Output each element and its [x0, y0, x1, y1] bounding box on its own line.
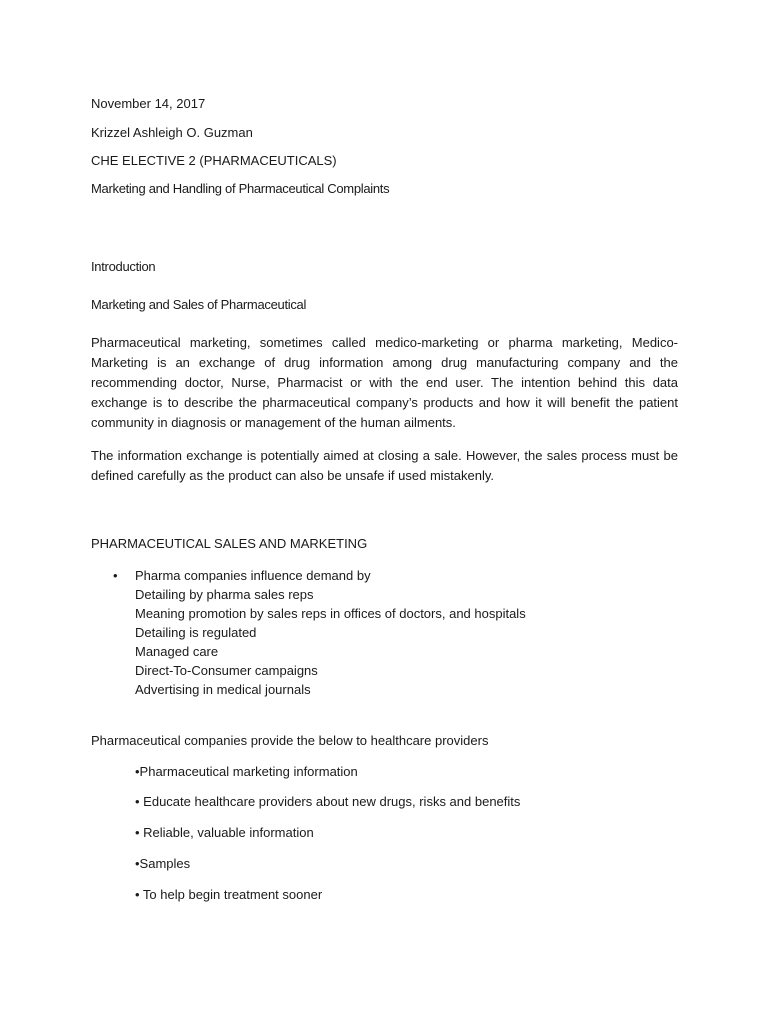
list-item: Managed care [135, 644, 219, 659]
marketing-sales-subheading: Marketing and Sales of Pharmaceutical [91, 297, 307, 312]
list-item: Detailing by pharma sales reps [135, 587, 314, 602]
document-date: November 14, 2017 [91, 96, 206, 111]
list-item: •Pharmaceutical marketing information [135, 764, 358, 779]
list-item: Pharma companies influence demand by [135, 568, 371, 583]
list-item: Advertising in medical journals [135, 682, 311, 697]
sales-bullet-lines [135, 566, 635, 699]
introduction-heading: Introduction [91, 259, 156, 274]
bullet-icon: • [113, 568, 118, 583]
list-item: • Educate healthcare providers about new drugs, risks and benefits [135, 794, 521, 809]
list-item: • Reliable, valuable information [135, 825, 314, 840]
list-item: •Samples [135, 856, 191, 871]
introduction-paragraph-1: Pharmaceutical marketing, sometimes called medico-marketing or pharma marketing, Medico-Marketing is an exchange of drug information among drug manufacturing company and the recommending doctor, Nurse, Pharmacist or with the end user. The intention behind this data exchange is to describe the pharmaceutical company’s products and how it will benefit the patient community in diagnosis or management of the human ailments. [91, 335, 678, 430]
list-item: Direct-To-Consumer campaigns [135, 663, 318, 678]
list-item: • To help begin treatment sooner [135, 887, 323, 902]
course-name: CHE ELECTIVE 2 (PHARMACEUTICALS) [91, 153, 337, 168]
author-name: Krizzel Ashleigh O. Guzman [91, 125, 253, 140]
list-item: Detailing is regulated [135, 625, 257, 640]
introduction-paragraph-2: The information exchange is potentially aimed at closing a sale. However, the sales process must be defined carefully as the product can also be unsafe if used mistakenly. [91, 448, 678, 483]
document-title: Marketing and Handling of Pharmaceutical Complaints [91, 181, 390, 196]
list-item: Meaning promotion by sales reps in offices of doctors, and hospitals [135, 606, 526, 621]
providers-intro: Pharmaceutical companies provide the below to healthcare providers [91, 733, 489, 748]
sales-marketing-heading: PHARMACEUTICAL SALES AND MARKETING [91, 536, 368, 551]
